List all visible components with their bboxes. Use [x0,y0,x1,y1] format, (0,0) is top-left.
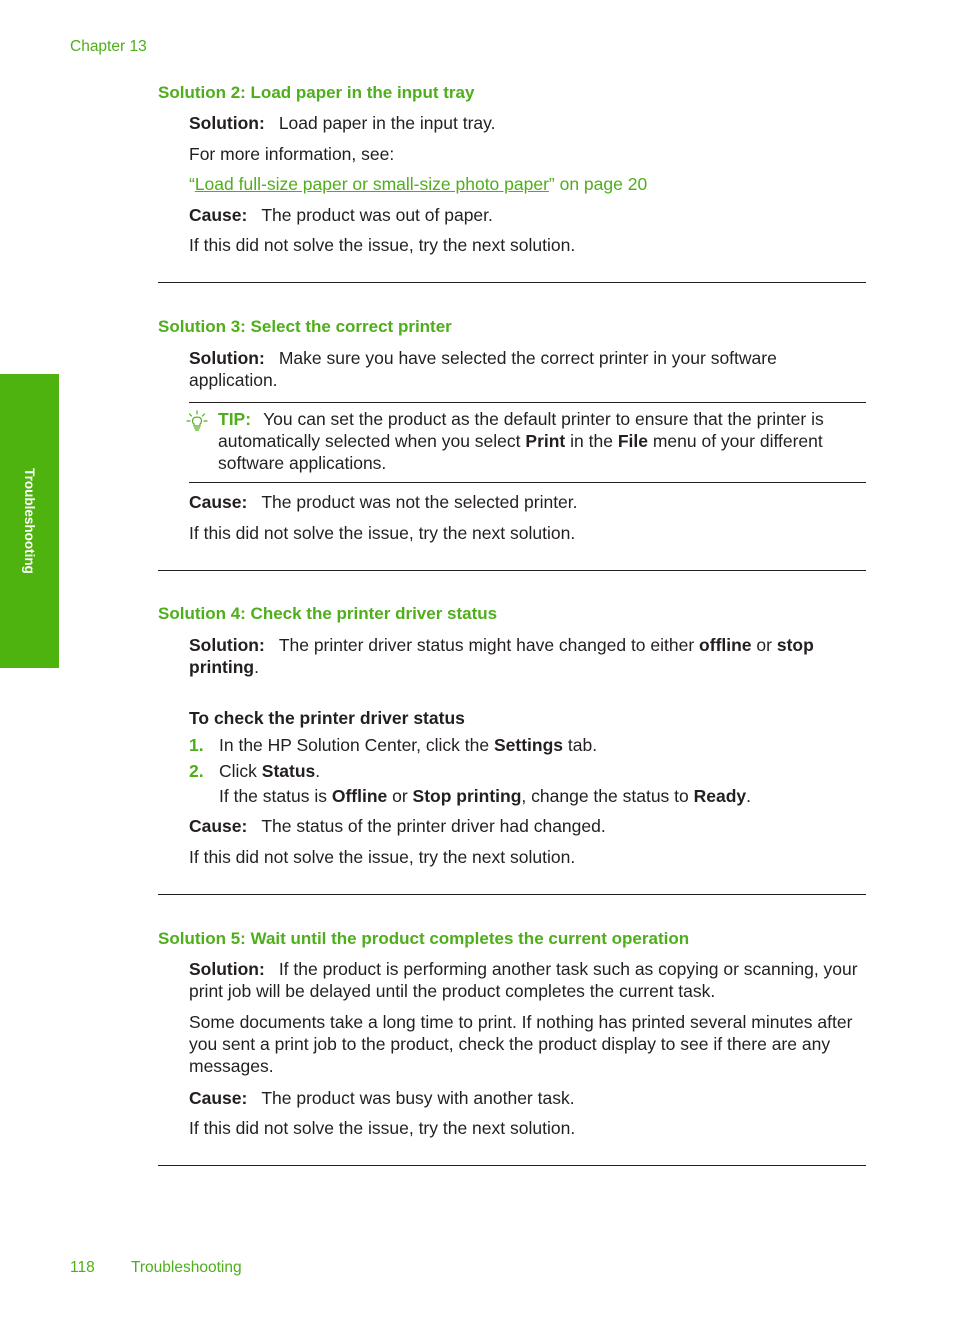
offline-term: offline [699,635,752,655]
cause-text: The product was out of paper. [261,205,493,225]
cause-label: Cause: [189,492,248,512]
tip-text [218,408,868,474]
solution-2-more-info: For more information, see: [189,144,395,164]
step-text-part: In the HP Solution Center, click the [219,735,494,755]
cause-text: The product was not the selected printer. [261,492,578,512]
solution-4-cause [189,815,869,837]
procedure-title: To check the printer driver status [189,708,465,728]
tip-file-term: File [617,431,648,451]
solution-5-solution [189,958,869,1002]
side-tab-label: Troubleshooting [22,468,37,574]
step-text-part: . [746,786,752,806]
solution-3-cause [189,491,869,513]
step-2-number: 2. [189,761,204,781]
solution-label: Solution: [189,348,265,368]
section-divider [158,570,866,571]
solution-text-part: . [254,657,259,677]
stop-printing-term: stop printing [189,635,814,677]
step-text-part: . [315,761,321,781]
cause-label: Cause: [189,816,248,836]
solution-3-heading: Solution 3: Select the correct printer [158,317,452,336]
tip-text-part: You can set the product as the default printer to ensure that the printer is automatically selected when you select [218,409,824,451]
solution-label: Solution: [189,959,265,979]
stop-printing-status-term: Stop printing [412,786,522,806]
step-text-part: If the status is [219,786,332,806]
offline-status-term: Offline [331,786,388,806]
solution-label: Solution: [189,635,265,655]
solution-4-solution [189,634,869,678]
solution-3-next: If this did not solve the issue, try the next solution. [189,523,576,543]
ready-status-term: Ready [693,786,747,806]
solution-3-solution [189,347,869,391]
link-open-quote: “ [189,174,195,194]
solution-2-next: If this did not solve the issue, try the next solution. [189,235,576,255]
tip-text-part: menu of your different software applications. [218,431,823,473]
link-page-reference: ” on page 20 [548,174,648,194]
tip-top-rule [189,402,866,403]
load-paper-link[interactable]: Load full-size paper or small-size photo paper [194,174,549,194]
tip-print-term: Print [525,431,566,451]
step-1-text [219,734,869,756]
cause-text: The product was busy with another task. [261,1088,575,1108]
step-2-detail [219,785,869,807]
step-text-part: or [387,786,413,806]
tip-bottom-rule [189,482,866,483]
step-text-part: Click [219,761,262,781]
solution-4-heading: Solution 4: Check the printer driver status [158,604,498,623]
solution-text: If the product is performing another task such as copying or scanning, your print job will be delayed until the product completes the current task. [189,959,858,1001]
solution-text-part: The printer driver status might have changed to either [278,635,700,655]
section-divider [158,1165,866,1166]
tip-text-part: in the [565,431,618,451]
step-text-part: , change the status to [521,786,694,806]
status-term: Status [261,761,316,781]
step-2-text [219,760,869,782]
solution-text-part: or [751,635,777,655]
step-text-part: tab. [563,735,598,755]
cause-label: Cause: [189,1088,248,1108]
solution-text: Make sure you have selected the correct printer in your software application. [189,348,777,390]
solution-2-heading: Solution 2: Load paper in the input tray [158,83,475,102]
tip-label: TIP: [218,409,252,429]
step-1-number: 1. [189,735,204,755]
section-divider [158,894,866,895]
solution-4-next: If this did not solve the issue, try the next solution. [189,847,576,867]
cause-text: The status of the printer driver had changed. [261,816,606,836]
solution-2-reference [189,173,869,195]
solution-2-solution [189,112,869,134]
chapter-label: Chapter 13 [70,38,147,55]
solution-2-cause [189,204,869,226]
solution-text: Load paper in the input tray. [278,113,496,133]
lightbulb-icon [186,410,208,432]
solution-5-heading: Solution 5: Wait until the product completes the current operation [158,929,690,948]
solution-5-next: If this did not solve the issue, try the next solution. [189,1118,576,1138]
settings-term: Settings [493,735,564,755]
cause-label: Cause: [189,205,248,225]
solution-5-cause [189,1087,869,1109]
side-tab [0,374,59,668]
footer-section: Troubleshooting [131,1259,242,1276]
section-divider [158,282,866,283]
solution-label: Solution: [189,113,265,133]
page-number: 118 [70,1259,95,1276]
solution-5-extra: Some documents take a long time to print. If nothing has printed several minutes after you sent a print job to the product, check the product display to see if there are any messages. [189,1012,853,1076]
